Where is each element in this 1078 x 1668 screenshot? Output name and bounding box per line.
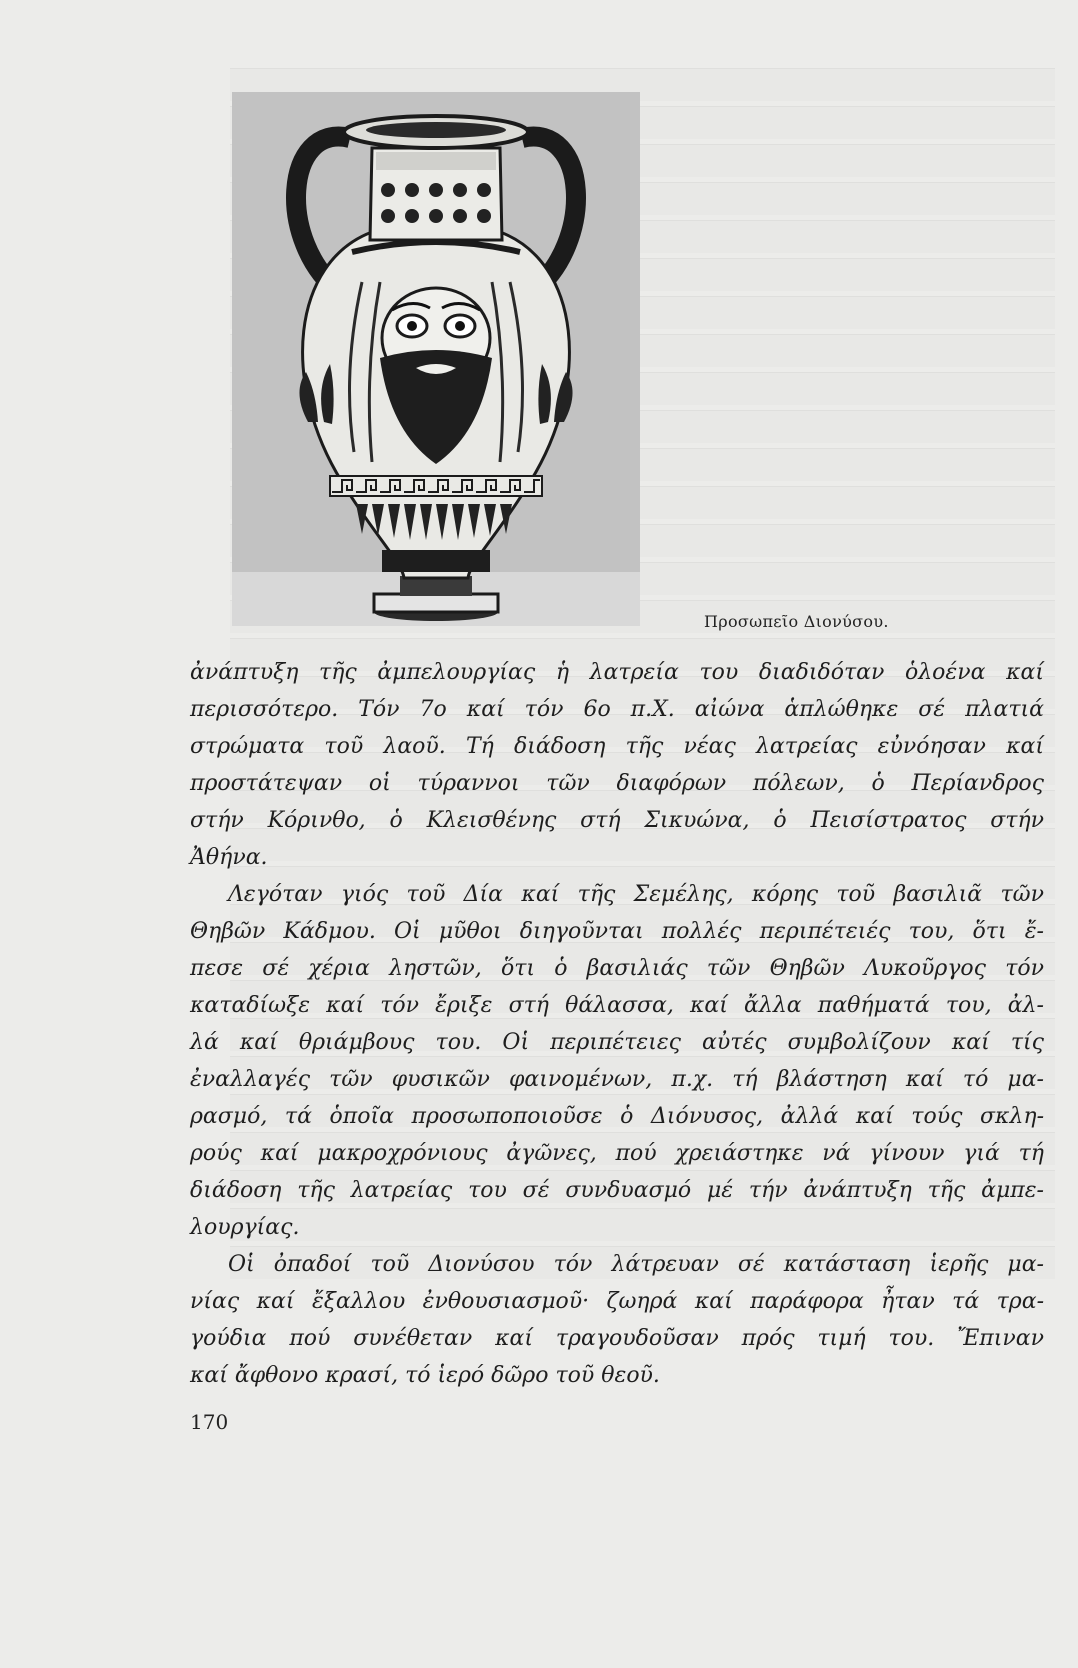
text-line: γούδια πού συνέθεταν καί τραγουδοῦσαν πρός τιμή του. Ἔπιναν — [190, 1326, 1044, 1351]
text-line: καταδίωξε καί τόν ἔριξε στή θάλασσα, καί ἄλλα παθήματά του, ἀλ- — [190, 993, 1044, 1018]
text-line: στρώματα τοῦ λαοῦ. Τή διάδοση τῆς νέας λατρείας εὐνόησαν καί — [190, 734, 1044, 759]
body-text — [190, 654, 1044, 1394]
text-line: Ἀθήνα. — [190, 845, 268, 870]
paragraph-2 — [190, 876, 1044, 1246]
text-line: νίας καί ἔξαλλου ἐνθουσιασμοῦ· ζωηρά καί παράφορα ἦταν τά τρα- — [190, 1289, 1044, 1314]
amphora-icon — [232, 92, 640, 626]
text-line: στήν Κόρινθο, ὁ Κλεισθένης στή Σικυώνα, ὁ Πεισίστρατος στήν — [190, 808, 1044, 833]
figure-caption: Προσωπεῖο Διονύσου. — [704, 612, 889, 631]
text-line: προστάτεψαν οἱ τύραννοι τῶν διαφόρων πόλεων, ὁ Περίανδρος — [190, 771, 1044, 796]
text-line: διάδοση τῆς λατρείας του σέ συνδυασμό μέ τήν ἀνάπτυξη τῆς ἀμπε- — [190, 1178, 1044, 1203]
text-line: περισσότερο. Τόν 7ο καί τόν 6ο π.Χ. αἰώνα ἁπλώθηκε σέ πλατιά — [190, 697, 1044, 722]
vase-photograph — [232, 92, 640, 626]
text-line: ρούς καί μακροχρόνιους ἀγῶνες, πού χρειάστηκε νά γίνουν γιά τή — [190, 1141, 1044, 1166]
text-line: ἀνάπτυξη τῆς ἀμπελουργίας ἡ λατρεία του διαδιδόταν ὁλοένα καί — [190, 660, 1044, 685]
page-number: 170 — [190, 1410, 229, 1434]
text-line: καί ἄφθονο κρασί, τό ἱερό δῶρο τοῦ θεοῦ. — [190, 1363, 660, 1388]
text-line: λά καί θριάμβους του. Οἱ περιπέτειες αὐτές συμβολίζουν καί τίς — [190, 1030, 1044, 1055]
text-line: ρασμό, τά ὁποῖα προσωποποιοῦσε ὁ Διόνυσος, ἀλλά καί τούς σκλη- — [190, 1104, 1044, 1129]
text-line: Οἱ ὀπαδοί τοῦ Διονύσου τόν λάτρευαν σέ κατάσταση ἱερῆς μα- — [228, 1252, 1044, 1277]
paragraph-3 — [190, 1246, 1044, 1394]
text-line: ἐναλλαγές τῶν φυσικῶν φαινομένων, π.χ. τή βλάστηση καί τό μα- — [190, 1067, 1044, 1092]
text-line: Θηβῶν Κάδμου. Οἱ μῦθοι διηγοῦνται πολλές περιπέτειές του, ὅτι ἔ- — [190, 919, 1044, 944]
text-line: πεσε σέ χέρια ληστῶν, ὅτι ὁ βασιλιάς τῶν Θηβῶν Λυκοῦργος τόν — [190, 956, 1044, 981]
text-line: λουργίας. — [190, 1215, 300, 1240]
text-line: Λεγόταν γιός τοῦ Δία καί τῆς Σεμέλης, κόρης τοῦ βασιλιᾶ τῶν — [228, 882, 1044, 907]
paragraph-1 — [190, 654, 1044, 876]
